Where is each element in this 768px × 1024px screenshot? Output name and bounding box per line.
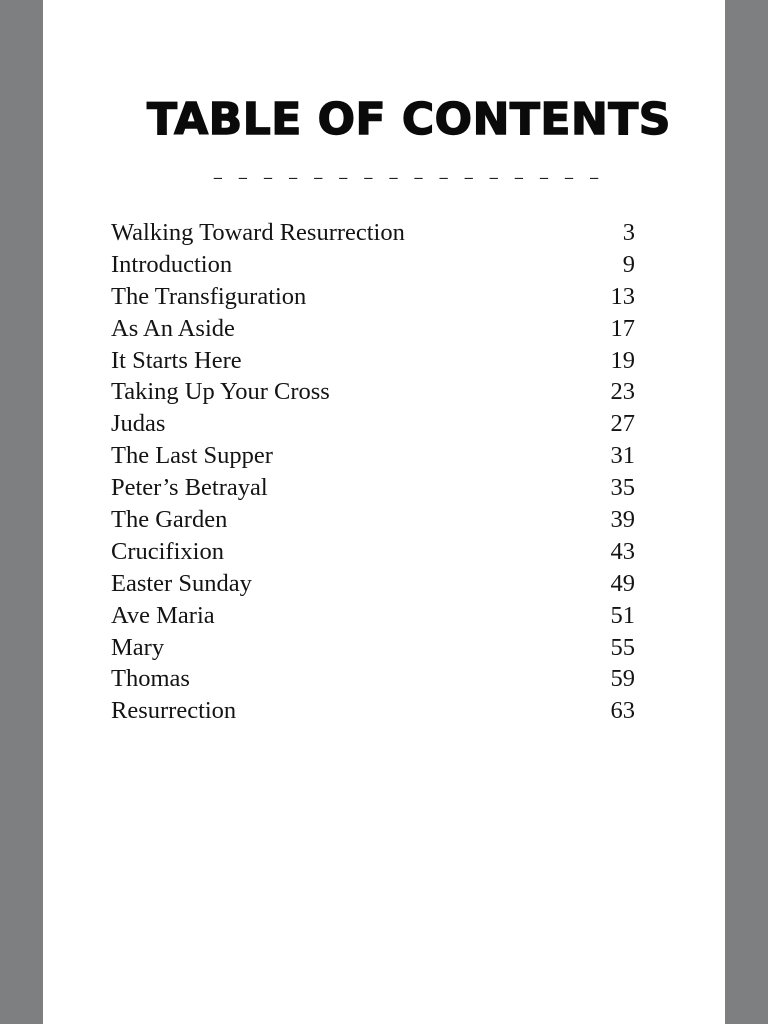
toc-entry[interactable] <box>111 538 635 570</box>
toc-entry[interactable] <box>111 570 635 602</box>
toc-entry-page-number: 51 <box>610 601 635 629</box>
toc-entry-page-number: 19 <box>610 346 635 374</box>
toc-entry[interactable] <box>111 602 635 634</box>
toc-list <box>111 219 635 729</box>
toc-entry-page-number: 35 <box>610 474 635 502</box>
toc-entry[interactable] <box>111 219 635 251</box>
toc-entry-page-number: 13 <box>610 282 635 310</box>
toc-entry[interactable] <box>111 410 635 442</box>
toc-entry-page-number: 55 <box>610 633 635 661</box>
toc-entry-title: Easter Sunday <box>111 569 252 597</box>
toc-entry-page-number: 27 <box>610 410 635 438</box>
toc-entry-page-number: 9 <box>622 250 635 278</box>
toc-entry-page-number: 43 <box>610 537 635 565</box>
toc-entry-title: Introduction <box>111 250 233 278</box>
toc-entry-title: As An Aside <box>111 314 235 342</box>
toc-entry[interactable] <box>111 378 635 410</box>
toc-divider: _ _ _ _ _ _ _ _ _ _ _ _ _ _ _ _ <box>213 160 605 179</box>
toc-entry[interactable] <box>111 506 635 538</box>
toc-entry-title: Walking Toward Resurrection <box>111 219 405 246</box>
toc-entry-title: Judas <box>111 410 166 438</box>
toc-entry-page-number: 31 <box>610 442 635 470</box>
toc-entry-page-number: 23 <box>610 378 635 406</box>
toc-entry-title: It Starts Here <box>111 346 242 374</box>
toc-entry-page-number: 17 <box>610 314 635 342</box>
toc-entry-title: Peter’s Betrayal <box>111 474 268 502</box>
toc-entry[interactable] <box>111 474 635 506</box>
toc-entry-page-number: 49 <box>610 569 635 597</box>
toc-entry[interactable] <box>111 251 635 283</box>
document-page[interactable] <box>43 0 725 1024</box>
toc-entry-title: Taking Up Your Cross <box>111 378 330 406</box>
toc-entry-page-number: 59 <box>610 665 635 693</box>
toc-entry-title: The Last Supper <box>111 442 273 470</box>
toc-entry-title: Resurrection <box>111 697 237 725</box>
toc-entry[interactable] <box>111 315 635 347</box>
toc-entry[interactable] <box>111 442 635 474</box>
toc-entry[interactable] <box>111 697 635 729</box>
toc-entry-page-number: 63 <box>610 697 635 725</box>
toc-entry[interactable] <box>111 634 635 666</box>
toc-entry-title: Thomas <box>111 665 190 693</box>
toc-heading: TABLE OF CONTENTS <box>147 94 671 145</box>
toc-entry-title: The Transfiguration <box>111 282 307 310</box>
toc-entry-title: Crucifixion <box>111 537 224 565</box>
toc-entry-page-number: 39 <box>610 506 635 534</box>
toc-entry[interactable] <box>111 283 635 315</box>
toc-entry-title: The Garden <box>111 506 228 534</box>
toc-entry[interactable] <box>111 665 635 697</box>
toc-entry-title: Ave Maria <box>111 601 215 629</box>
toc-entry-page-number: 3 <box>622 219 635 246</box>
toc-entry[interactable] <box>111 347 635 379</box>
toc-entry-title: Mary <box>111 633 165 661</box>
